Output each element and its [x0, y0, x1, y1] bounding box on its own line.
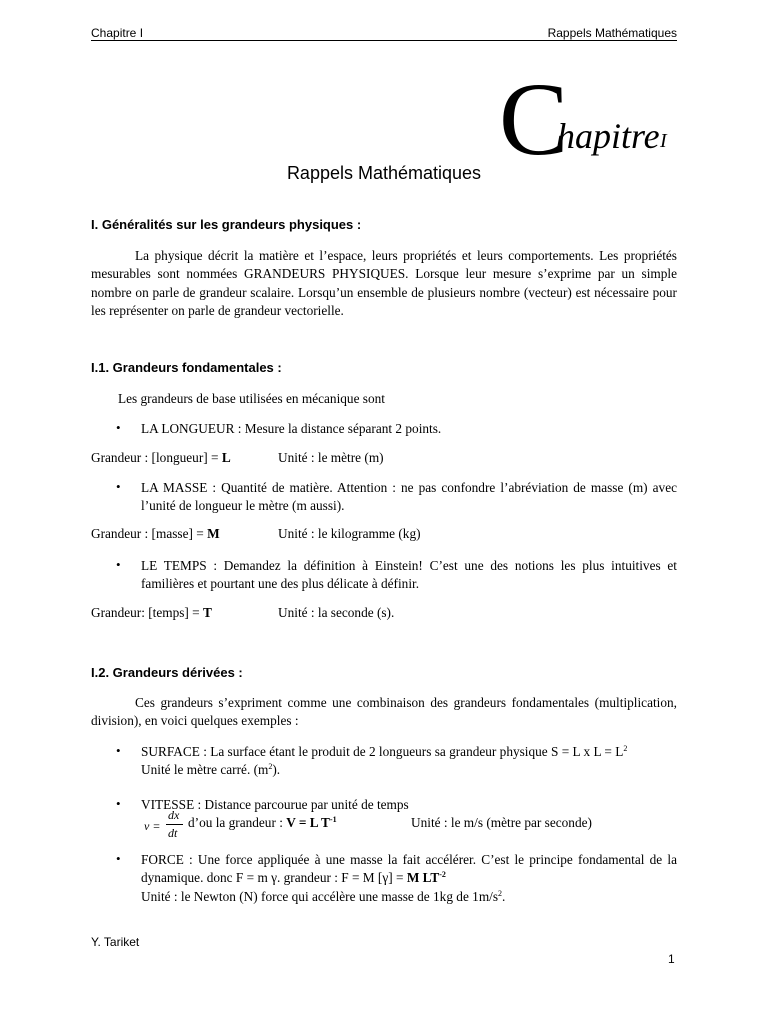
velocity-formula [144, 808, 188, 844]
footer-author: Y. Tariket [91, 935, 140, 949]
bullet-icon: • [116, 851, 121, 866]
section-1-paragraph-text: La physique décrit la matière et l’espace, leurs propriétés et leurs comportements. Les propriétés mesurables sont nommées GRANDEURS PHYSIQUES. Lorsque leur mesure s’exprime par un simple nombre on parle de grandeur scalaire. Lorsqu’un ensemble de plusieurs nombre (vecteur) est nécessaire pour les représenter on parle de grandeur vectorielle. [91, 248, 677, 319]
list-item-force: FORCE : Une force appliquée à une masse la fait accélérer. C’est le principe fondamental de la dynamique. donc F = m γ. grandeur : F = M [γ] = M $LT^{-2}$ Unité : le Newton (N) force qui accélère une masse de 1kg de $1m/s^2$. [141, 852, 677, 904]
grandeur-vitesse: d’ou la grandeur : V = L $T^{-1}$ [188, 815, 337, 830]
fraction-numerator: dx [168, 808, 180, 822]
unite-longueur: Unité : le mètre (m) [278, 450, 384, 465]
chapter-logo-initial: C [499, 62, 569, 177]
list-item-vitesse: VITESSE : Distance parcourue par unité de temps [141, 797, 409, 812]
list-item-temps: LE TEMPS : Demandez la définition à Einstein! C’est une des notions les plus intuitives et familières et pourtant une des plus délicate à définir. [141, 558, 677, 592]
header-rule [91, 40, 677, 41]
section-1-1-intro: Les grandeurs de base utilisées en mécanique sont [118, 391, 385, 406]
section-1-2-paragraph-text: Ces grandeurs s’expriment comme une combinaison des grandeurs fondamentales (multiplication, division), en voici quelques exemples : [91, 695, 677, 729]
running-header-left: Chapitre I [91, 26, 144, 40]
list-item-surface: SURFACE : La surface étant le produit de 2 longueurs sa grandeur physique S = L x $L = L^2$ Unité le mètre carré. $(m^2)$. [141, 744, 628, 778]
list-item-masse: LA MASSE : Quantité de matière. Attention : ne pas confondre l’abréviation de masse (m) avec l’unité de longueur le mètre (m aussi). [141, 480, 677, 514]
grandeur-masse: Grandeur : [masse] = M [91, 526, 220, 541]
page-number: 1 [668, 952, 675, 966]
section-1-paragraph [91, 247, 677, 321]
bullet-icon: • [116, 557, 121, 572]
velocity-symbol: v = [144, 819, 161, 833]
bullet-icon: • [116, 420, 121, 435]
unite-masse: Unité : le kilogramme (kg) [278, 526, 421, 541]
section-1-2-paragraph [91, 694, 677, 731]
section-heading-1-2: I.2. Grandeurs dérivées : [91, 665, 243, 680]
list-item-longueur: LA LONGUEUR : Mesure la distance séparant 2 points. [141, 421, 442, 436]
bullet-icon: • [116, 479, 121, 494]
bullet-icon: • [116, 796, 121, 811]
fraction-denominator: dt [168, 826, 178, 840]
fraction-bar [166, 824, 183, 825]
bullet-icon: • [116, 743, 121, 758]
chapter-logo-word: hapitre [557, 116, 660, 156]
unite-temps: Unité : la seconde (s). [278, 605, 395, 620]
section-heading-1: I. Généralités sur les grandeurs physiques : [91, 217, 362, 232]
running-header-right: Rappels Mathématiques [547, 26, 677, 40]
section-heading-1-1: I.1. Grandeurs fondamentales : [91, 360, 282, 375]
unite-vitesse: Unité : le m/s (mètre par seconde) [411, 815, 592, 830]
chapter-logo-numeral: I [660, 130, 667, 152]
grandeur-temps: Grandeur: [temps] = T [91, 605, 212, 620]
page-title: Rappels Mathématiques [286, 163, 482, 183]
grandeur-longueur: Grandeur : [longueur] = L [91, 450, 231, 465]
